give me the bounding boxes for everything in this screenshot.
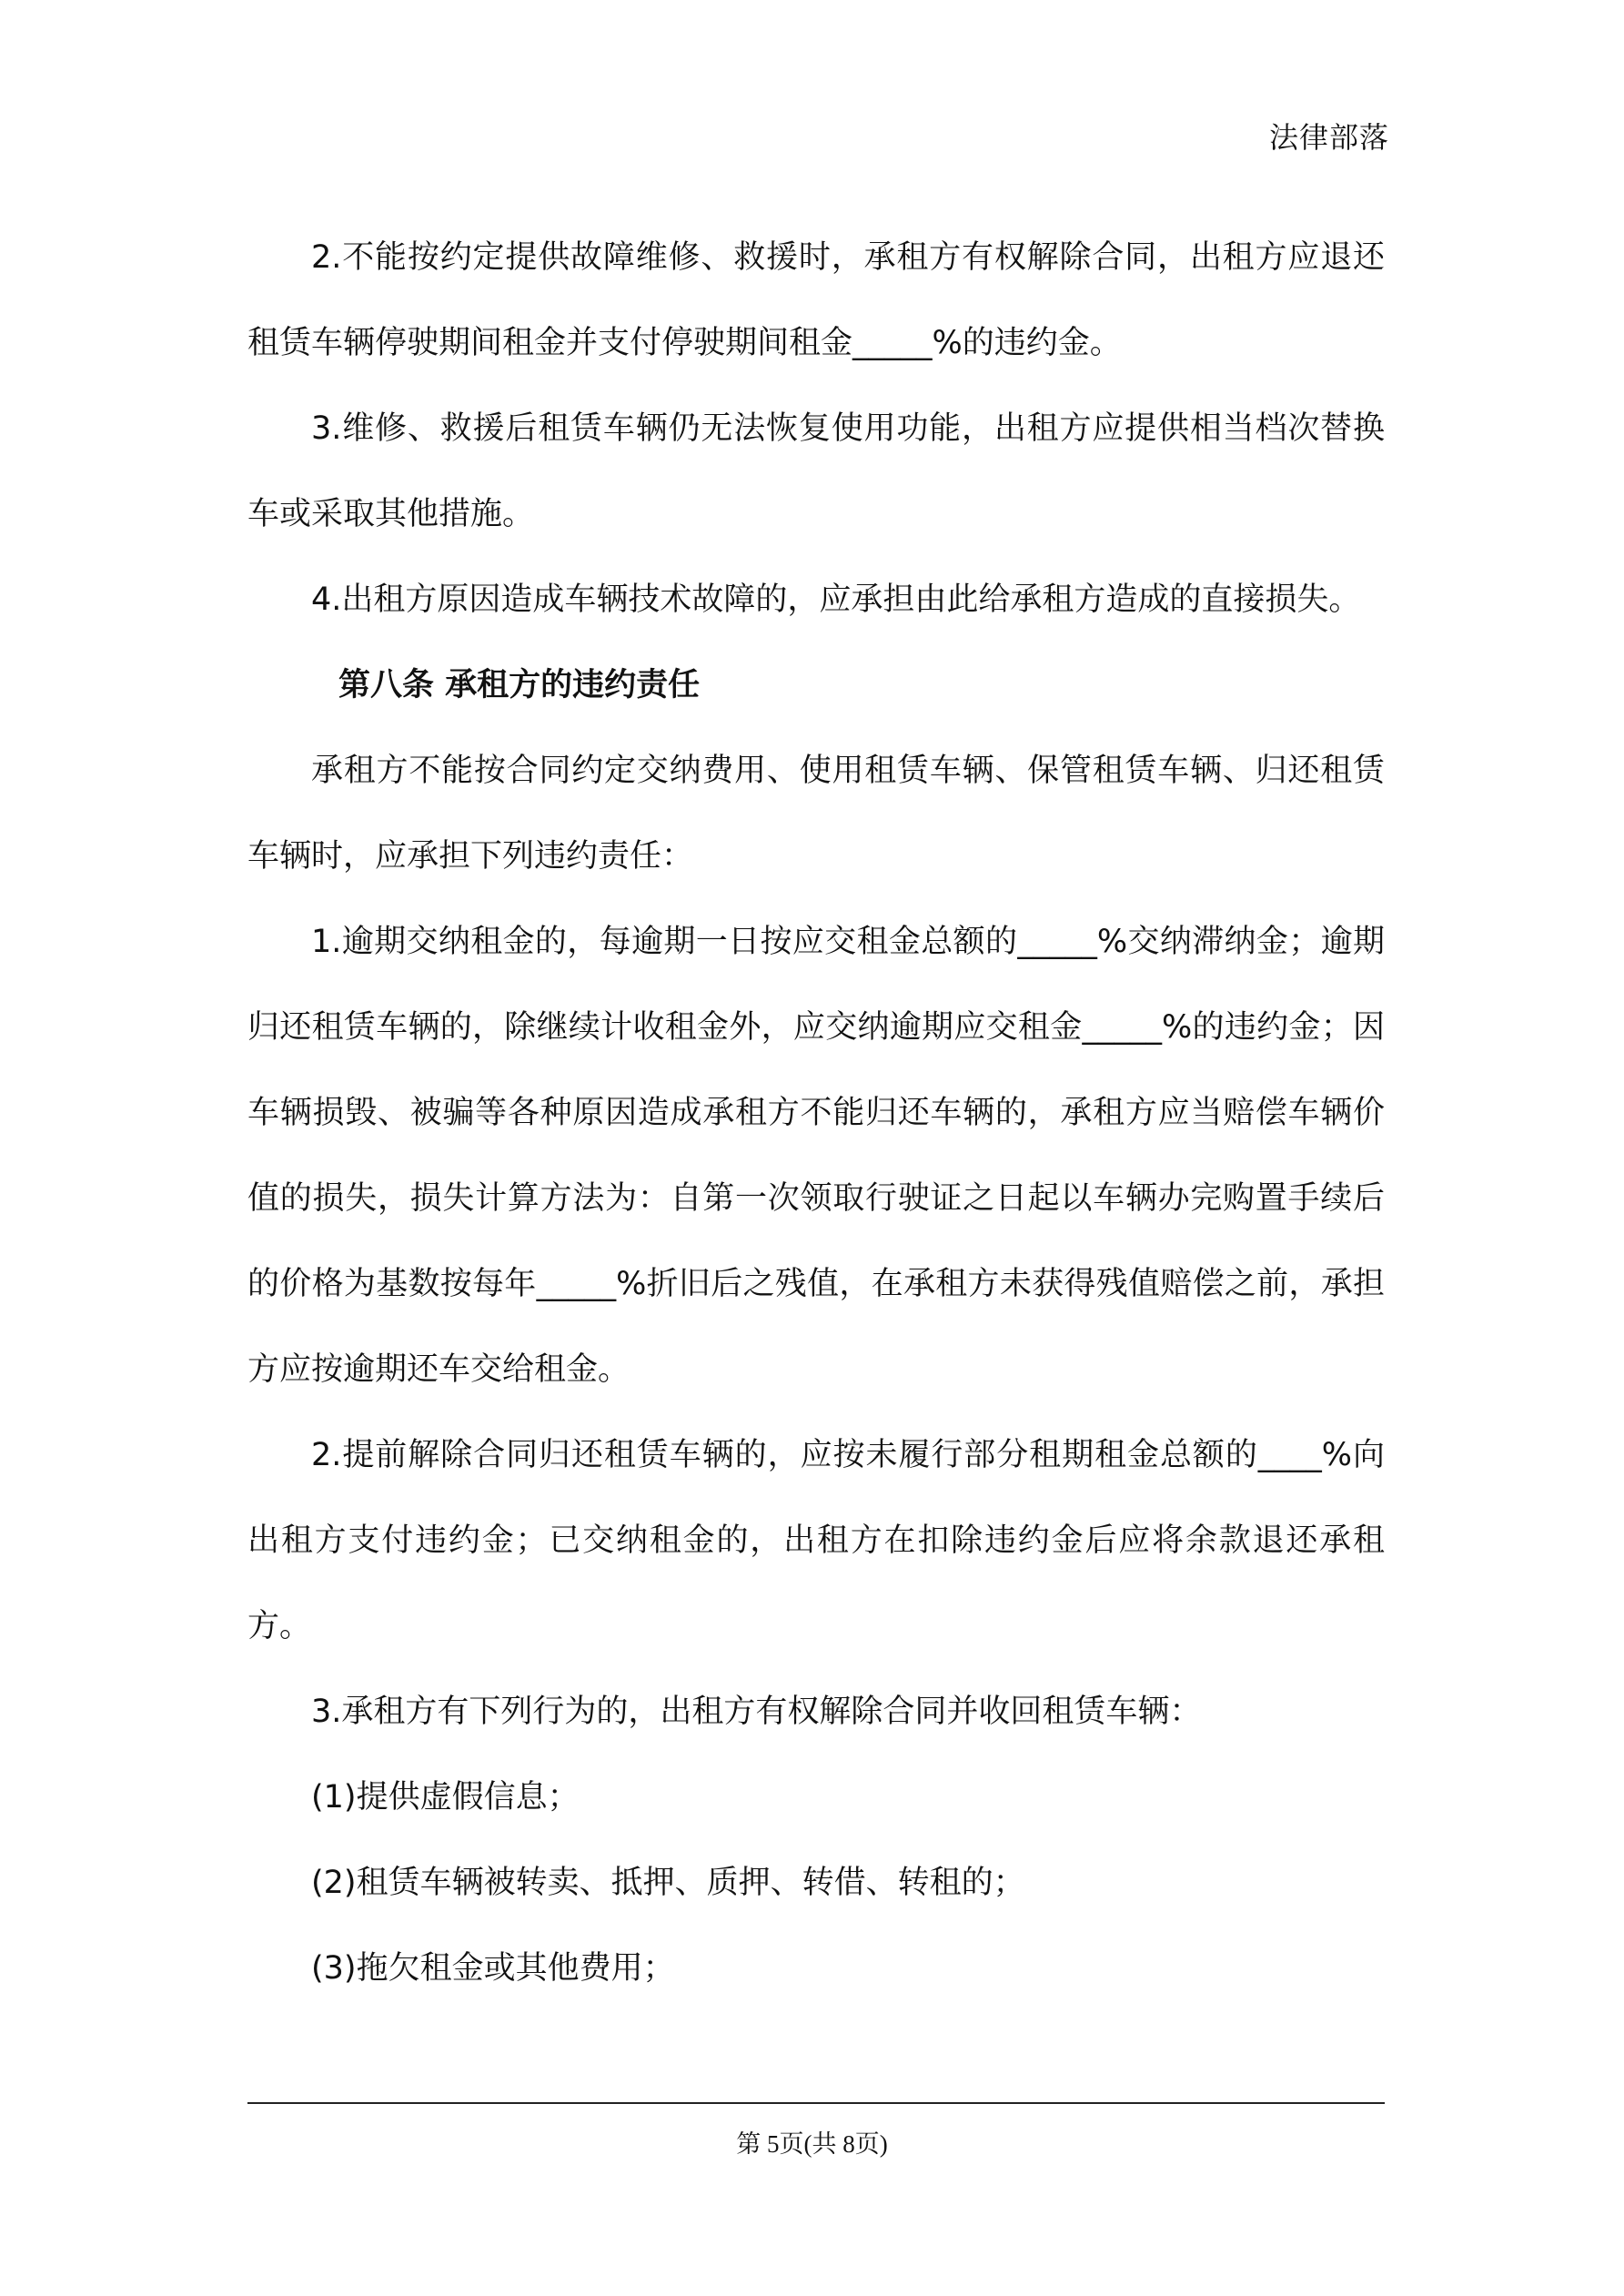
paragraph-2-repair-failure: 2.不能按约定提供故障维修、救援时，承租方有权解除合同，出租方应退还租赁车辆停驶期间租金并支付停驶期间租金_____%的违约金。 bbox=[247, 239, 1385, 361]
paragraph-4-direct-loss: 4.出租方原因造成车辆技术故障的，应承担由此给承租方造成的直接损失。 bbox=[311, 582, 1361, 618]
paragraph-1-late-payment: 1.逾期交纳租金的，每逾期一日按应交租金总额的_____%交纳滞纳金；逾期归还租赁车辆的，除继续计收租金外，应交纳逾期应交租金_____%的违约金；因车辆损毁、被骗等各种原因造成承租方不能归还车辆的，承租方应当赔偿车辆价值的损失，损失计算方法为：自第一次领取行驶证之日起以车辆办完购置手续后的价格为基数按每年_____%折旧后之残值，在承租方未获得残值赔偿之前，承担方应按逾期还车交给租金。 bbox=[247, 924, 1385, 1388]
page-number: 第 5页(共 8页) bbox=[736, 2130, 888, 2158]
list-item-arrears: (3)拖欠租金或其他费用； bbox=[311, 1950, 675, 1987]
footer-divider bbox=[247, 2102, 1385, 2104]
paragraph-2-early-termination: 2.提前解除合同归还租赁车辆的，应按未履行部分租期租金总额的____%向出租方支付违约金；已交纳租金的，出租方在扣除违约金后应将余款退还承租方。 bbox=[247, 1437, 1385, 1644]
paragraph-3-replacement-vehicle: 3.维修、救援后租赁车辆仍无法恢复使用功能，出租方应提供相当档次替换车或采取其他措施。 bbox=[247, 410, 1385, 532]
header-brand: 法律部落 bbox=[1268, 120, 1389, 155]
paragraph-3-termination-grounds: 3.承租方有下列行为的，出租方有权解除合同并收回租赁车辆： bbox=[311, 1694, 1202, 1730]
article-8-heading: 第八条 承租方的违约责任 bbox=[338, 667, 701, 703]
list-item-false-information: (1)提供虚假信息； bbox=[311, 1779, 580, 1816]
paragraph-lessee-liability-intro: 承租方不能按合同约定交纳费用、使用租赁车辆、保管租赁车辆、归还租赁车辆时，应承担下列违约责任： bbox=[247, 753, 1385, 875]
list-item-vehicle-transfer: (2)租赁车辆被转卖、抵押、质押、转借、转租的； bbox=[311, 1865, 1025, 1901]
document-body bbox=[247, 215, 1385, 2011]
